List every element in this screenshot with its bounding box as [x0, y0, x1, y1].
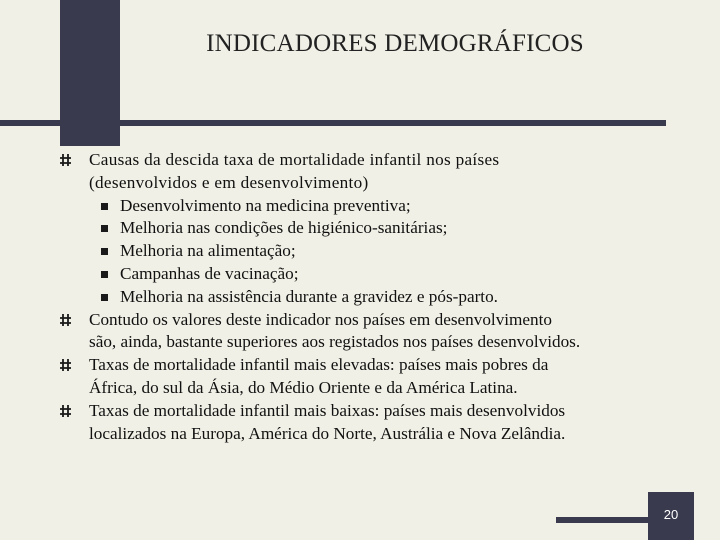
bullet-text-line: Taxas de mortalidade infantil mais baixas: países mais desenvolvidos: [89, 400, 566, 420]
slide-title: INDICADORES DEMOGRÁFICOS: [206, 30, 584, 57]
sub-bullet-text: Desenvolvimento na medicina preventiva;: [120, 195, 411, 215]
sub-bullet-text: Melhoria nas condições de higiénico-sanitárias;: [120, 218, 448, 238]
hash-bullet-icon: [60, 314, 72, 326]
bullet-text-line: localizados na Europa, América do Norte, Austrália e Nova Zelândia.: [89, 423, 566, 443]
sub-bullet-text: Campanhas de vacinação;: [120, 263, 299, 283]
square-bullet-icon: [101, 225, 108, 232]
sub-bullet-item: [60, 263, 670, 286]
sub-bullet-item: [60, 195, 670, 218]
hash-bullet-icon: [60, 154, 72, 166]
square-bullet-icon: [101, 271, 108, 278]
sub-bullet-item: [60, 240, 670, 263]
sub-bullet-item: [60, 217, 670, 240]
bullet-item: [60, 309, 670, 355]
bullet-text-line: são, ainda, bastante superiores aos registados nos países desenvolvidos.: [89, 332, 581, 352]
sub-bullet-text: Melhoria na alimentação;: [120, 241, 296, 261]
bullet-text-line: (desenvolvidos e em desenvolvimento): [89, 172, 369, 192]
bullet-text-line: África, do sul da Ásia, do Médio Oriente e da América Latina.: [89, 377, 518, 397]
title-divider: [0, 120, 666, 126]
footer-divider: [556, 517, 650, 523]
hash-bullet-icon: [60, 359, 72, 371]
square-bullet-icon: [101, 294, 108, 301]
slide-body: [60, 149, 670, 445]
bullet-item: [60, 149, 670, 195]
bullet-text-line: Contudo os valores deste indicador nos países em desenvolvimento: [89, 309, 553, 329]
square-bullet-icon: [101, 203, 108, 210]
page-number: 20: [648, 492, 694, 540]
hash-bullet-icon: [60, 405, 72, 417]
square-bullet-icon: [101, 248, 108, 255]
sub-bullet-item: [60, 286, 670, 309]
bullet-item: [60, 354, 670, 400]
bullet-text-line: Taxas de mortalidade infantil mais elevadas: países mais pobres da: [89, 355, 549, 375]
bullet-text-line: Causas da descida taxa de mortalidade infantil nos países: [89, 150, 500, 169]
sub-bullet-text: Melhoria na assistência durante a gravidez e pós-parto.: [120, 286, 498, 306]
bullet-item: [60, 400, 670, 446]
